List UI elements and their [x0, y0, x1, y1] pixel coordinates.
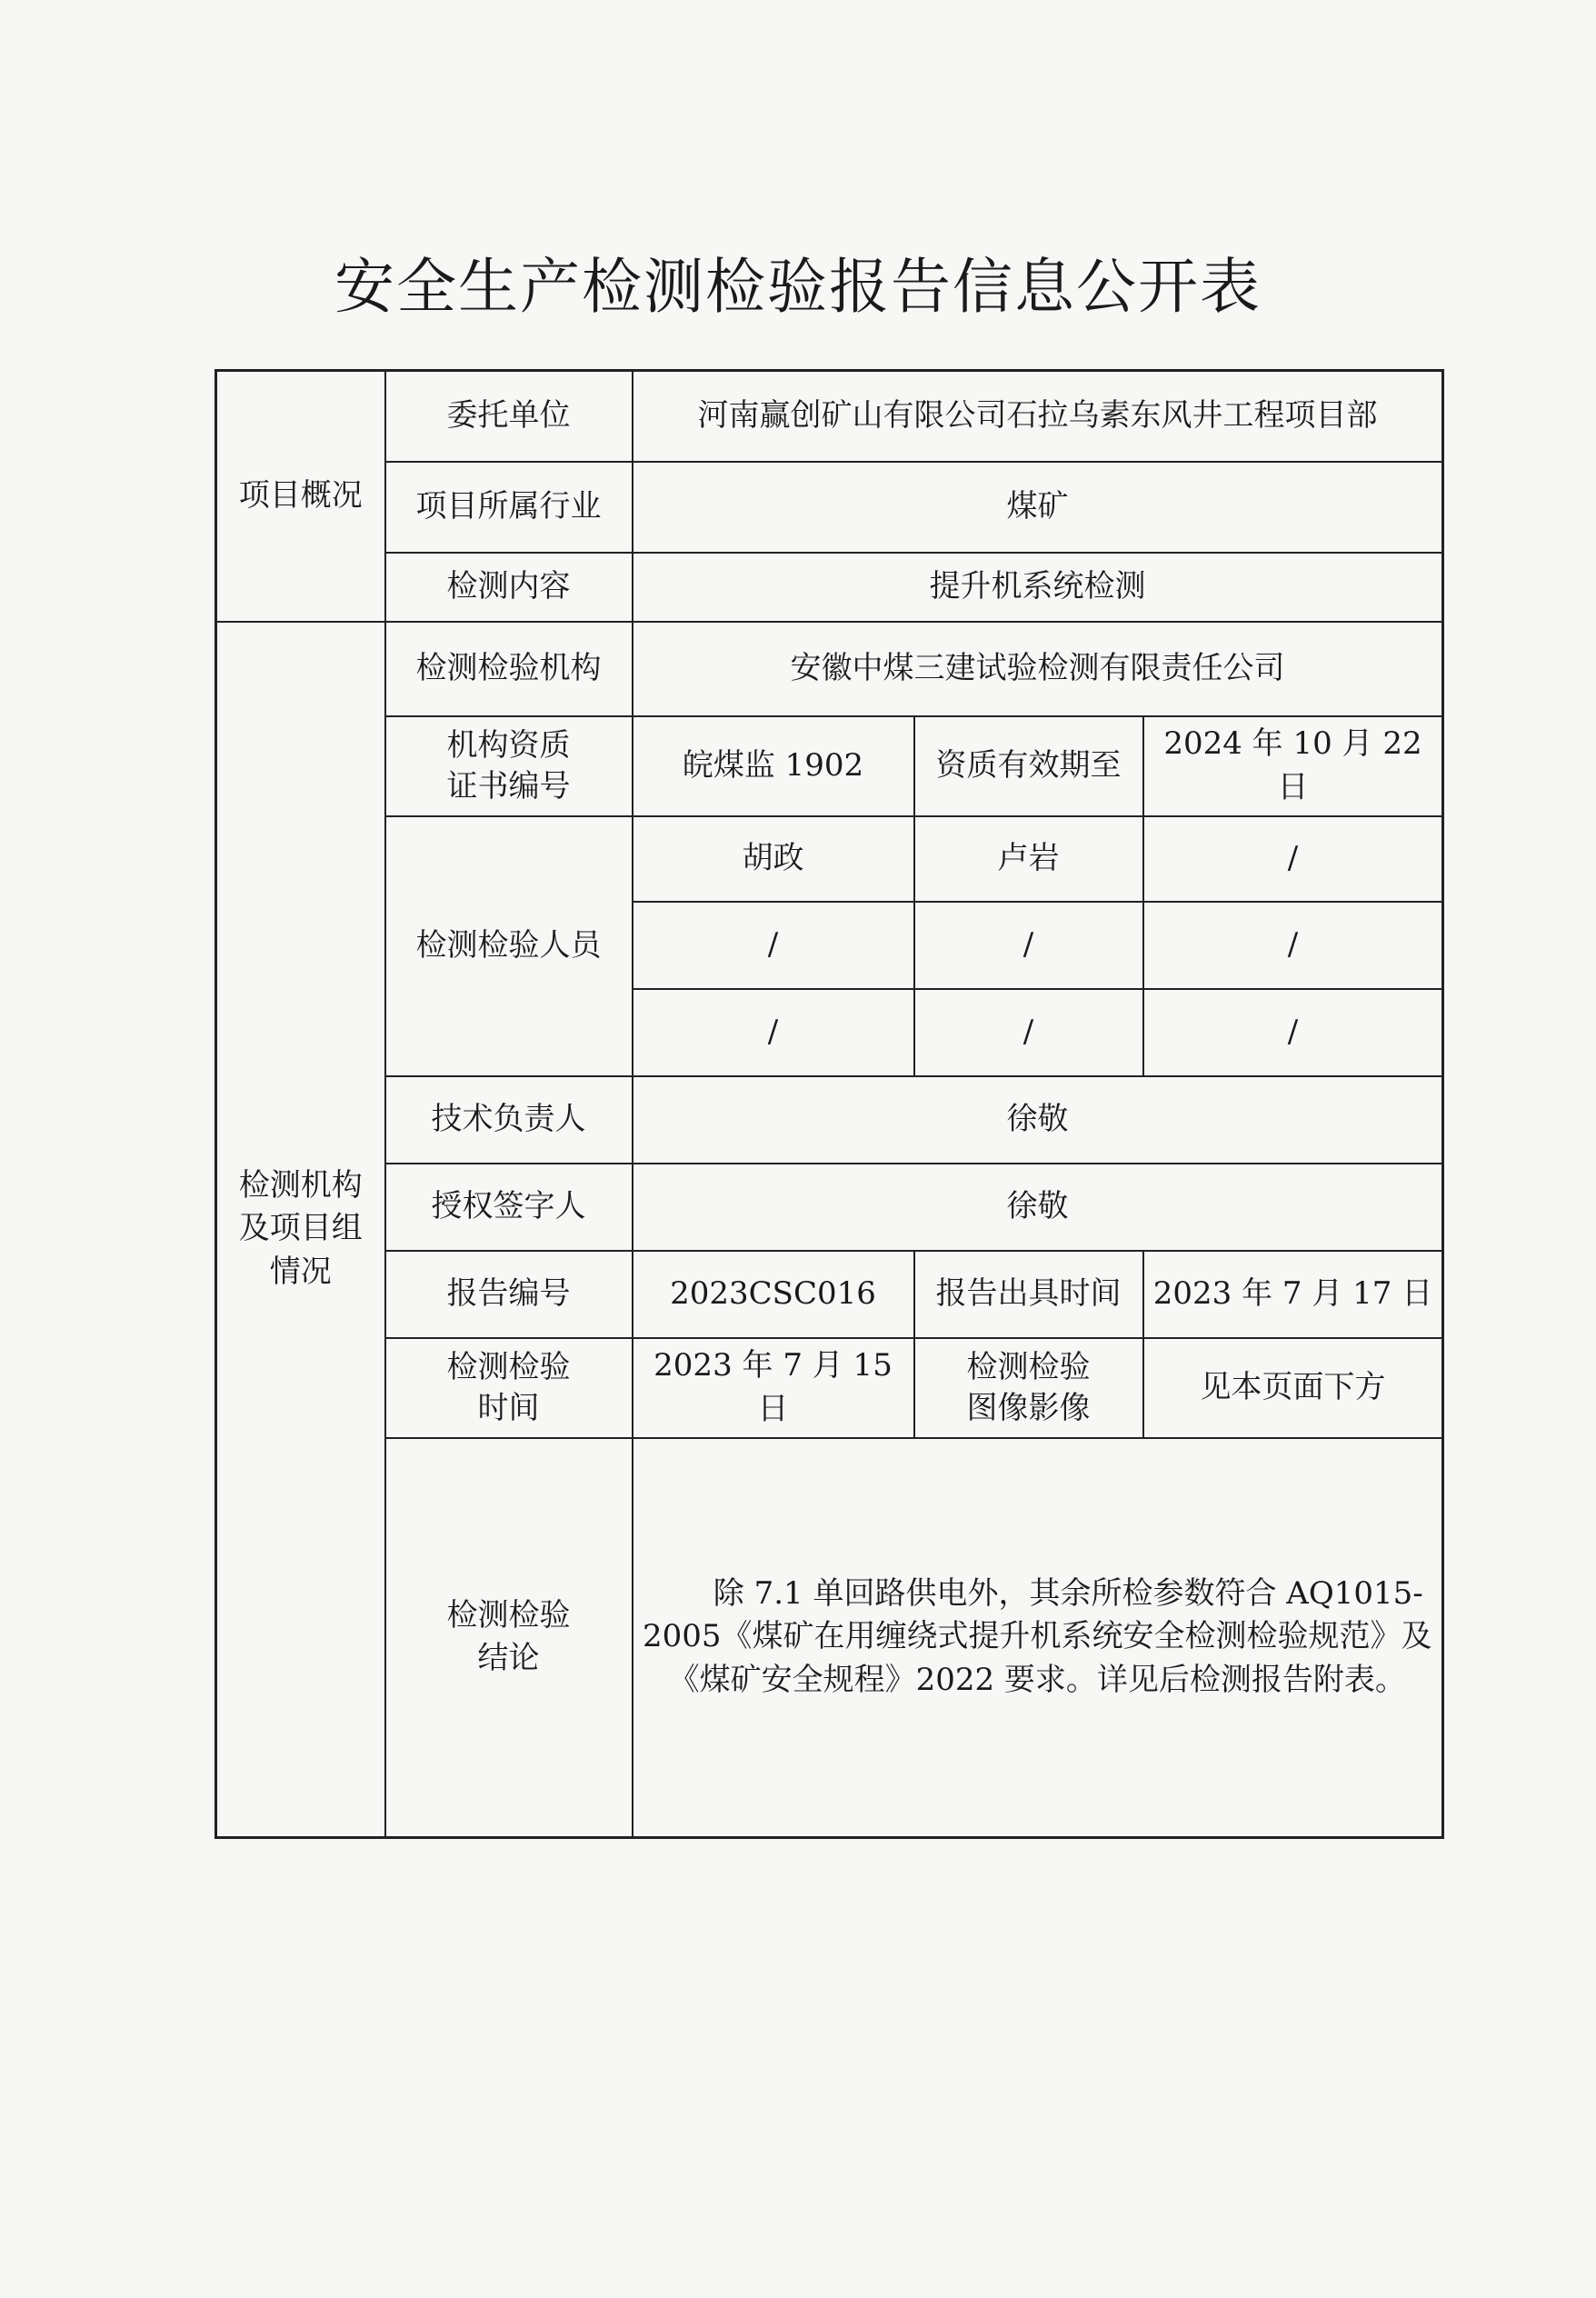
value-expiry: 2024 年 10 月 22 日	[1143, 716, 1443, 816]
row-signatory	[216, 1164, 1443, 1251]
section-institution-group: 检测机构 及项目组 情况	[216, 622, 385, 1838]
label-institution: 检测检验机构	[385, 622, 633, 716]
label-personnel: 检测检验人员	[385, 816, 633, 1076]
row-report	[216, 1251, 1443, 1338]
label-industry: 项目所属行业	[385, 462, 633, 553]
label-expiry: 资质有效期至	[914, 716, 1143, 816]
value-client: 河南赢创矿山有限公司石拉乌素东风井工程项目部	[633, 371, 1443, 462]
personnel-cell: /	[1143, 816, 1443, 902]
section-conclusion: 检测检验 结论	[385, 1438, 633, 1838]
personnel-cell: /	[914, 989, 1143, 1076]
row-certificate	[216, 716, 1443, 816]
conclusion-text: 除 7.1 单回路供电外，其余所检参数符合 AQ1015-2005《煤矿在用缠绕式提升机系统安全检测检验规范》及《煤矿安全规程》2022 要求。详见后检测报告附表。	[633, 1438, 1443, 1838]
row-industry	[216, 462, 1443, 553]
section-project-overview: 项目概况	[216, 371, 385, 622]
label-certificate: 机构资质 证书编号	[385, 716, 633, 816]
value-industry: 煤矿	[633, 462, 1443, 553]
label-inspection-time: 检测检验 时间	[385, 1338, 633, 1438]
page-title: 安全生产检测检验报告信息公开表	[334, 252, 1262, 322]
personnel-cell: /	[1143, 902, 1443, 989]
value-certificate: 皖煤监 1902	[633, 716, 914, 816]
label-signatory: 授权签字人	[385, 1164, 633, 1251]
personnel-cell: /	[633, 989, 914, 1076]
row-inspection	[216, 1338, 1443, 1438]
label-inspection-image: 检测检验 图像影像	[914, 1338, 1143, 1438]
label-report-date: 报告出具时间	[914, 1251, 1143, 1338]
personnel-cell: /	[914, 902, 1143, 989]
row-conclusion	[216, 1438, 1443, 1838]
personnel-cell: 胡政	[633, 816, 914, 902]
personnel-cell: /	[633, 902, 914, 989]
value-institution: 安徽中煤三建试验检测有限责任公司	[633, 622, 1443, 716]
value-inspection-image: 见本页面下方	[1143, 1338, 1443, 1438]
row-client	[216, 371, 1443, 462]
label-client: 委托单位	[385, 371, 633, 462]
value-inspection-time: 2023 年 7 月 15 日	[633, 1338, 914, 1438]
row-personnel-1	[216, 816, 1443, 902]
value-report-date: 2023 年 7 月 17 日	[1143, 1251, 1443, 1338]
value-report-number: 2023CSC016	[633, 1251, 914, 1338]
label-content: 检测内容	[385, 553, 633, 622]
value-signatory: 徐敬	[633, 1164, 1443, 1251]
label-tech-lead: 技术负责人	[385, 1076, 633, 1164]
value-content: 提升机系统检测	[633, 553, 1443, 622]
value-tech-lead: 徐敬	[633, 1076, 1443, 1164]
label-report-number: 报告编号	[385, 1251, 633, 1338]
info-table	[214, 369, 1444, 1839]
personnel-cell: /	[1143, 989, 1443, 1076]
row-tech-lead	[216, 1076, 1443, 1164]
row-institution	[216, 622, 1443, 716]
personnel-cell: 卢岩	[914, 816, 1143, 902]
row-content	[216, 553, 1443, 622]
